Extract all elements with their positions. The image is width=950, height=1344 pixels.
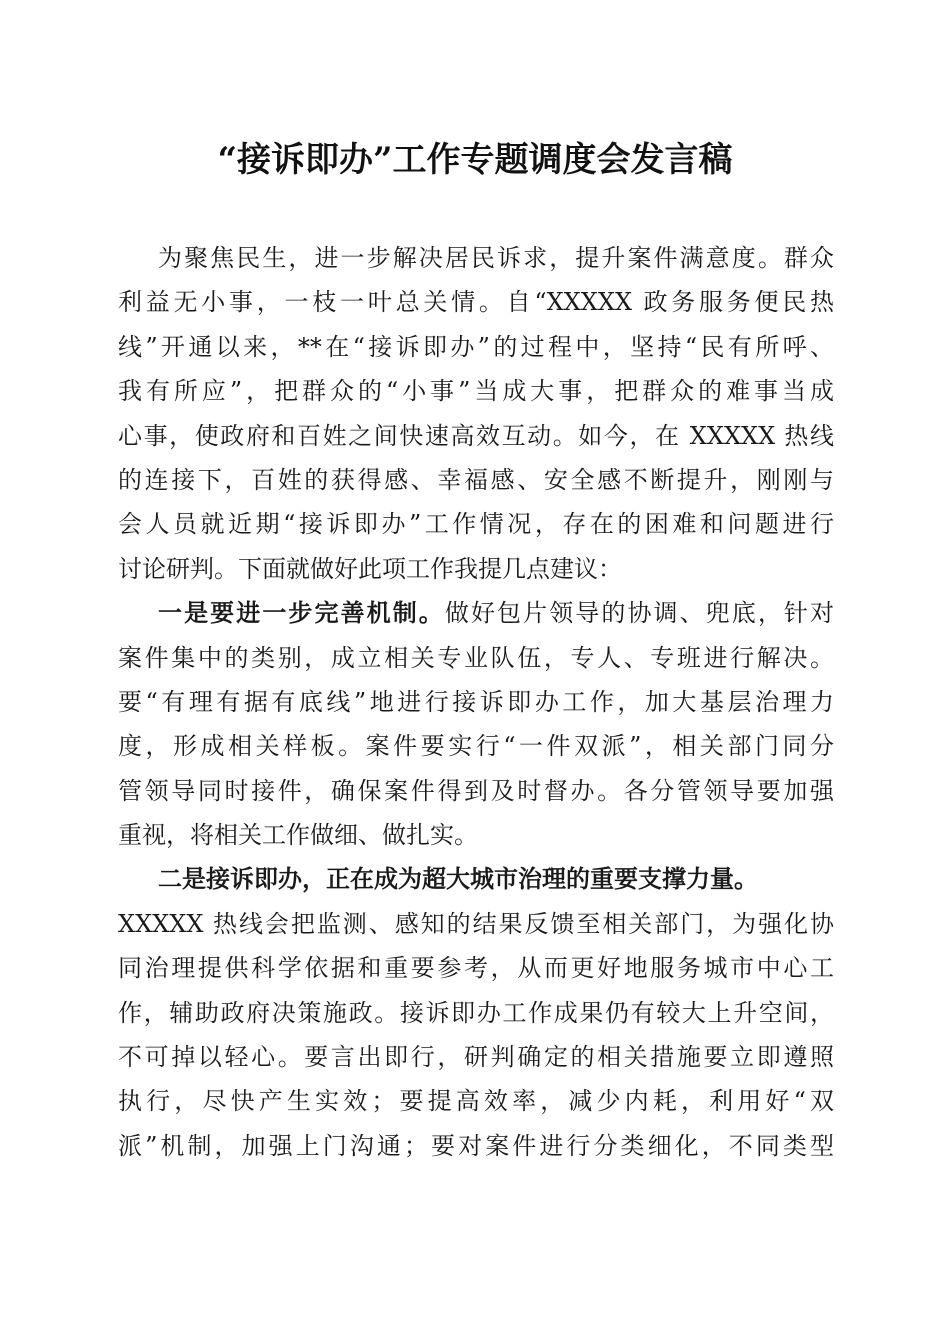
- paragraph-1-line: 心事，使政府和百姓之间快速高效互动。如今，在 XXXXX 热线: [118, 421, 834, 450]
- paragraph-3-lead: 二是接诉即办，正在成为超大城市治理的重要支撑力量。: [158, 864, 758, 894]
- paragraph-1-line: 为聚焦民生，进一步解决居民诉求，提升案件满意度。群众: [158, 244, 834, 272]
- paragraph-2-first-rest: 做好包片领导的协调、兜底，针对: [444, 599, 835, 628]
- paragraph-2-line: 管领导同时接件，确保案件得到及时督办。各分管领导要加强: [118, 776, 834, 805]
- paragraph-1-line: 线”开通以来，**在“接诉即办”的过程中，坚持“民有所呼、: [118, 332, 834, 361]
- paragraph-1-line: 的连接下，百姓的获得感、幸福感、安全感不断提升，刚刚与: [118, 465, 834, 494]
- paragraph-2-line: 要“有理有据有底线”地进行接诉即办工作，加大基层治理力: [118, 687, 834, 716]
- paragraph-2-line: 度，形成相关样板。案件要实行“一件双派”，相关部门同分: [118, 732, 834, 761]
- paragraph-3-line: 不可掉以轻心。要言出即行，研判确定的相关措施要立即遵照: [118, 1043, 834, 1072]
- paragraph-2-line: 案件集中的类别，成立相关专业队伍，专人、专班进行解决。: [118, 643, 834, 672]
- paragraph-3-line: 派”机制，加强上门沟通；要对案件进行分类细化，不同类型: [118, 1131, 834, 1160]
- paragraph-3-line: 作，辅助政府决策施政。接诉即办工作成果仍有较大上升空间，: [118, 998, 834, 1027]
- paragraph-2-first-line: [118, 591, 834, 635]
- paragraph-3-line: 执行，尽快产生实效；要提高效率，减少内耗，利用好“双: [118, 1087, 834, 1116]
- document-body: [118, 236, 834, 1168]
- paragraph-3-line: 同治理提供科学依据和重要参考，从而更好地服务城市中心工: [118, 954, 834, 983]
- document-title: “接诉即办”工作专题调度会发言稿: [217, 140, 733, 180]
- paragraph-1-line: 会人员就近期“接诉即办”工作情况，存在的困难和问题进行: [118, 510, 834, 539]
- paragraph-1-line: 讨论研判。下面就做好此项工作我提几点建议：: [118, 554, 622, 583]
- paragraph-1-line: 利益无小事，一枝一叶总关情。自“XXXXX 政务服务便民热: [118, 288, 834, 317]
- paragraph-2-line: 重视，将相关工作做细、做扎实。: [118, 821, 478, 850]
- paragraph-2-lead: 一是要进一步完善机制。: [158, 598, 445, 628]
- paragraph-3-line: XXXXX 热线会把监测、感知的结果反馈至相关部门，为强化协: [118, 909, 834, 938]
- paragraph-1-line: 我有所应”，把群众的“小事”当成大事，把群众的难事当成: [118, 377, 834, 406]
- paragraph-3-first-line: [118, 857, 834, 901]
